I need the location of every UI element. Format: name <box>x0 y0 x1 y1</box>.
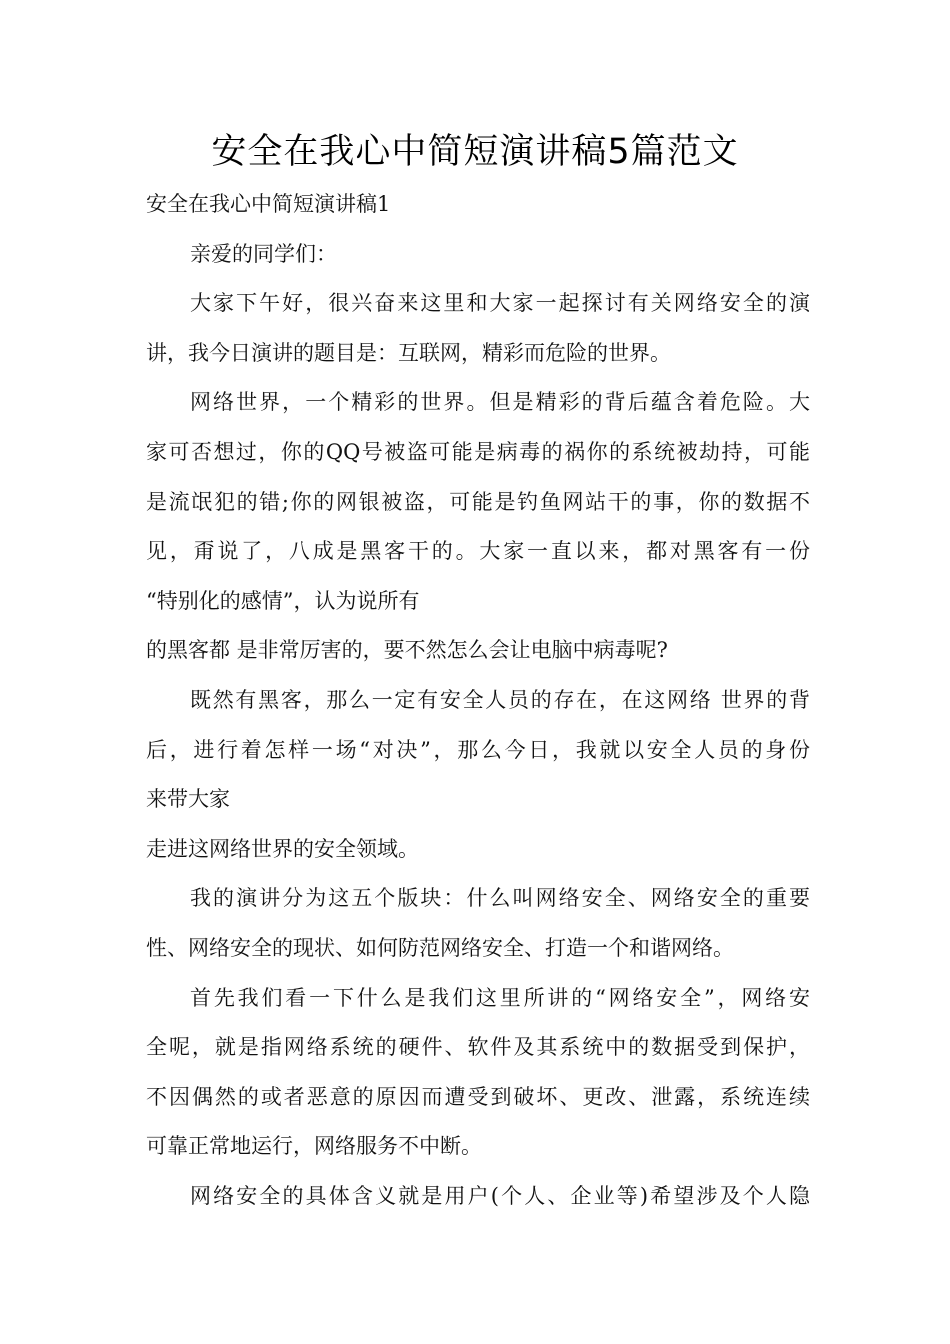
paragraph-line: “特别化的感情”，认为说所有 <box>146 588 420 613</box>
paragraph-line: 首先我们看一下什么是我们这里所讲的“网络安全”，网络安 <box>190 985 810 1010</box>
paragraph-line: 亲爱的同学们： <box>190 241 337 266</box>
section-heading: 安全在我心中简短演讲稿1 <box>146 192 391 216</box>
paragraph-line: 性、网络安全的现状、如何防范网络安全、打造一个和谐网络。 <box>146 935 734 960</box>
paragraph-line: 不因偶然的或者恶意的原因而遭受到破坏、更改、泄露，系统连续 <box>146 1084 810 1109</box>
document-body <box>146 180 810 1221</box>
paragraph-line: 网络世界，一个精彩的世界。但是精彩的背后蕴含着危险。大 <box>190 390 810 415</box>
paragraph-line: 可靠正常地运行，网络服务不中断。 <box>146 1134 482 1159</box>
paragraph-line: 讲，我今日演讲的题目是：互联网，精彩而危险的世界。 <box>146 340 671 365</box>
document-title: 安全在我心中简短演讲稿5篇范文 <box>211 132 739 172</box>
paragraph-line: 走进这网络世界的安全领域。 <box>146 836 419 861</box>
paragraph-line: 来带大家 <box>146 787 230 812</box>
paragraph-line: 我的演讲分为这五个版块：什么叫网络安全、网络安全的重要 <box>190 886 810 911</box>
paragraph-line: 是流氓犯的错;你的网银被盗，可能是钓鱼网站干的事，你的数据不 <box>146 489 810 514</box>
paragraph-line: 的黑客都 是非常厉害的，要不然怎么会让电脑中病毒呢? <box>146 638 668 663</box>
paragraph-line: 全呢，就是指网络系统的硬件、软件及其系统中的数据受到保护， <box>146 1035 810 1060</box>
paragraph-line: 家可否想过，你的QQ号被盗可能是病毒的祸你的系统被劫持，可能 <box>146 439 810 464</box>
paragraph-line: 网络安全的具体含义就是用户(个人、企业等)希望涉及个人隐 <box>190 1183 810 1208</box>
paragraph-line: 见，甭说了，八成是黑客干的。大家一直以来，都对黑客有一份 <box>146 539 810 564</box>
paragraph-line: 后，进行着怎样一场“对决”，那么今日，我就以安全人员的身份 <box>146 737 810 762</box>
paragraph-line: 大家下午好，很兴奋来这里和大家一起探讨有关网络安全的演 <box>190 291 810 316</box>
paragraph-line: 既然有黑客，那么一定有安全人员的存在，在这网络 世界的背 <box>190 687 810 712</box>
